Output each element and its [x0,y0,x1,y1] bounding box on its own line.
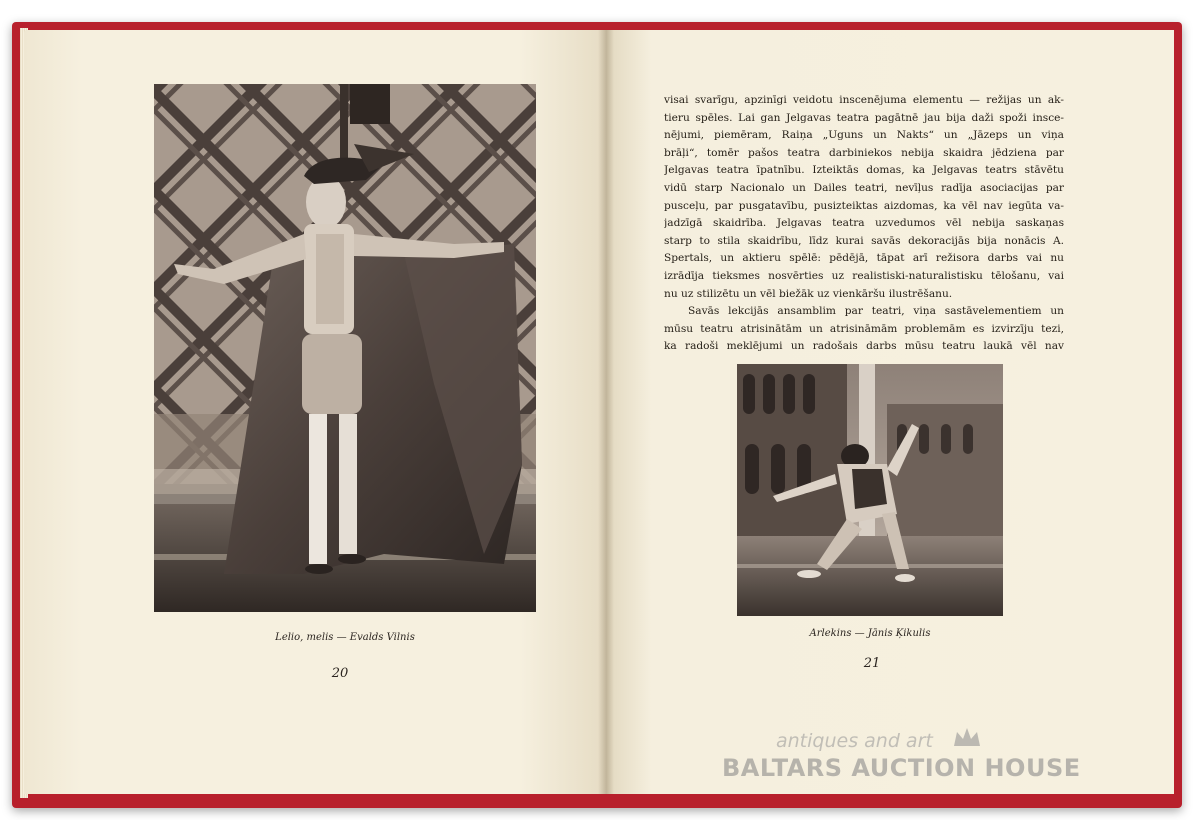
text-line: Savās lekcijās ansamblim par teatri, viņa sastāvelementiem un [688,305,1064,318]
photo-arlekins [737,364,1003,616]
text-line: tieru spēles. Lai gan Jelgavas teatra pagātnē jau bija daži spoži insce- [664,111,1064,124]
body-text [664,92,1064,356]
text-line: nu uz stilizētu un vēl biežāk uz vienkāršu ilustrēšanu. [664,287,953,300]
watermark-brand: BALTARS AUCTION HOUSE [722,754,1081,782]
text-line: pusceļu, par pusgatavību, pusizteiktas aizdomas, ka vēl nav iegūta va- [664,199,1064,212]
text-line: mūsu teatru atrisinātām un atrisināmām problemām es izvirzīju tezi, [664,322,1064,335]
text-line: Spertals, un aktieru spēlē: pēdējā, tāpat arī režisora darbs vai nu [664,252,1064,265]
page-number-left: 20 [331,666,349,681]
text-line: jadzīgā skaidrība. Jelgavas teatra uzvedumos vēl nebija saskaņas [664,217,1064,230]
text-line: ka radoši meklējumi un radošais darbs mūsu teatru laukā vēl nav [664,340,1064,353]
watermark-tagline: antiques and art [776,730,933,752]
text-line: izrādīja tieksmes nosvērties uz realistiski-naturalistisku tēlošanu, vai [664,269,1064,282]
text-line: Jelgavas teatra īpatnību. Izteiktās domas, ka Jelgavas teatrs stāvētu [664,164,1064,177]
text-line: visai svarīgu, apzinīgi veidotu inscenējuma elementu — režijas un ak- [664,94,1064,106]
caption-left: Lelio, melis — Evalds Vilnis [275,632,415,643]
photo-lelio [154,84,536,612]
text-line: vidū starp Nacionalo un Dailes teatri, nevīļus radīja asociacijas par [664,181,1064,194]
page-number-right: 21 [863,656,881,671]
caption-right: Arlekins — Jānis Ķikulis [809,628,931,639]
text-line: starp to stila skaidrību, līdz kurai savās dekoracijās bija nonācis A. [664,234,1064,247]
text-line: brāļi“, tomēr pašos teatra darbiniekos nebija skaidra jēdziena par [664,146,1064,159]
text-line: nējumi, piemēram, Raiņa „Uguns un Nakts“ un „Jāzeps un viņa [664,129,1064,142]
book-gutter [598,30,614,794]
